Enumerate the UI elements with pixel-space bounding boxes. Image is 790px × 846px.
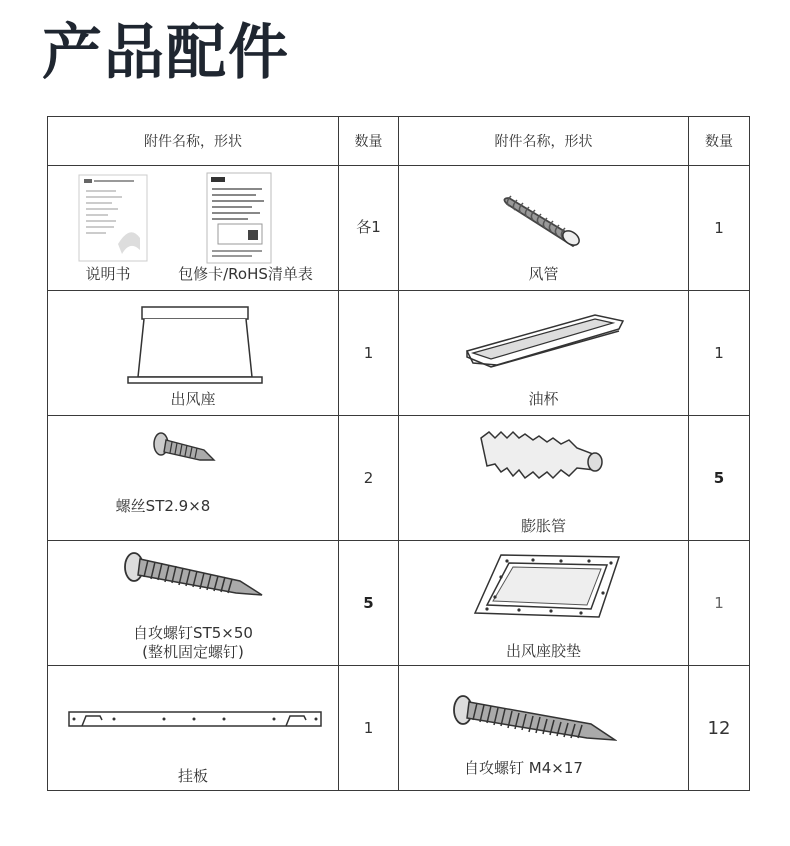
- manual-icon: [78, 174, 148, 262]
- cell-qty: [339, 166, 399, 291]
- item-name-air-duct: 风管: [528, 265, 559, 283]
- qty-self-tapping-screw-m4: 12: [707, 717, 731, 739]
- table-row: [48, 666, 750, 791]
- cell-qty: [339, 541, 399, 666]
- cell-manual-warranty: [48, 166, 339, 291]
- hanging-plate-icon: [68, 710, 322, 730]
- cell-self-tapping-screw: [48, 541, 339, 666]
- screw-icon: [152, 432, 218, 470]
- item-name-oil-cup: 油杯: [528, 390, 559, 408]
- table-row: [48, 166, 750, 291]
- header-qty-left: 数量: [339, 117, 399, 166]
- warranty-card-icon: [206, 172, 272, 264]
- qty-air-duct: 1: [714, 219, 724, 237]
- cell-screw: [48, 416, 339, 541]
- cell-oil-cup: [399, 291, 689, 416]
- item-name-expansion-tube: 膨胀管: [520, 517, 566, 535]
- table-row: [48, 541, 750, 666]
- qty-air-outlet-base: 1: [363, 344, 374, 362]
- cell-air-duct: [399, 166, 689, 291]
- item-name-self-tapping-screw: 自攻螺钉ST5×50: [133, 624, 253, 642]
- item-name-manual: 说明书: [85, 265, 131, 283]
- air-outlet-base-icon: [126, 303, 264, 385]
- cell-qty: [689, 666, 750, 791]
- outlet-gasket-icon: [473, 553, 621, 619]
- cell-qty: [689, 166, 750, 291]
- item-name-self-tapping-screw-m4: 自攻螺钉 M4×17: [464, 759, 583, 777]
- accessories-table: [47, 116, 750, 791]
- qty-self-tapping-screw: 5: [363, 594, 374, 612]
- qty-screw: 2: [363, 469, 374, 487]
- cell-qty: [339, 416, 399, 541]
- header-qty-right: 数量: [689, 117, 750, 166]
- table-row: [48, 416, 750, 541]
- item-name-air-outlet-base: 出风座: [170, 390, 216, 408]
- table-row: [48, 291, 750, 416]
- qty-outlet-gasket: 1: [714, 594, 724, 612]
- cell-qty: [689, 541, 750, 666]
- cell-air-outlet-base: [48, 291, 339, 416]
- self-tapping-screw-icon: [122, 549, 264, 605]
- cell-hanging-plate: [48, 666, 339, 791]
- expansion-tube-icon: [477, 426, 607, 492]
- item-name-outlet-gasket: 出风座胶垫: [505, 642, 581, 660]
- header-name-shape-left: 附件名称，形状: [48, 117, 339, 166]
- cell-expansion-tube: [399, 416, 689, 541]
- page-title: 产品配件: [42, 18, 290, 88]
- table-header-row: [48, 117, 750, 166]
- oil-cup-icon: [463, 311, 627, 373]
- item-note-self-tapping-screw: (整机固定螺钉): [142, 643, 244, 661]
- qty-oil-cup: 1: [714, 344, 724, 362]
- cell-qty: [689, 291, 750, 416]
- item-name-hanging-plate: 挂板: [177, 767, 208, 785]
- air-duct-icon: [499, 190, 589, 248]
- qty-manual: 各1: [356, 218, 381, 236]
- cell-outlet-gasket: [399, 541, 689, 666]
- cell-qty: [339, 291, 399, 416]
- item-name-screw: 螺丝ST2.9×8: [115, 497, 211, 515]
- qty-expansion-tube: 5: [713, 469, 725, 487]
- qty-hanging-plate: 1: [363, 719, 374, 737]
- cell-self-tapping-screw-m4: [399, 666, 689, 791]
- header-name-shape-right: 附件名称，形状: [399, 117, 689, 166]
- self-tapping-screw-icon: [451, 692, 617, 748]
- item-name-warranty-card: 包修卡/RoHS清单表: [178, 265, 313, 283]
- cell-qty: [339, 666, 399, 791]
- cell-qty: [689, 416, 750, 541]
